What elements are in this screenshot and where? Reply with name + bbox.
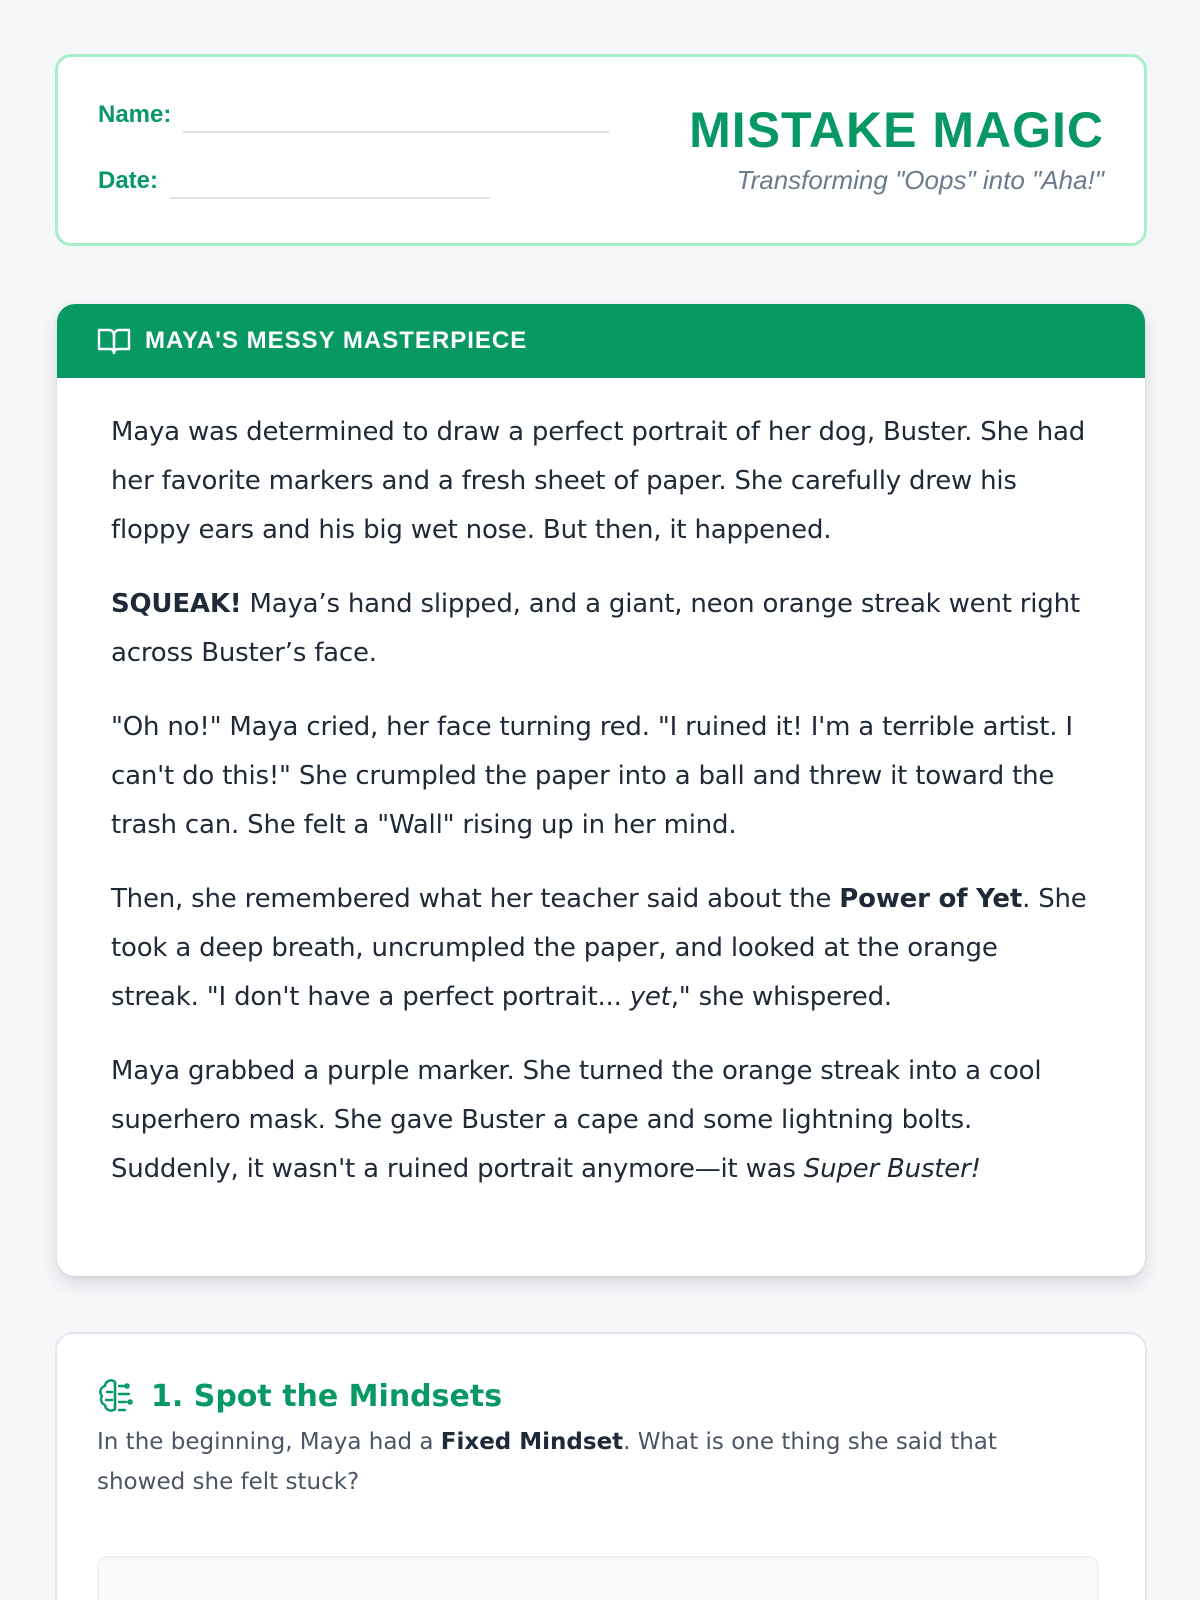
story-paragraph <box>111 875 1093 1022</box>
brain-icon <box>97 1376 137 1416</box>
section-heading <box>97 1376 502 1416</box>
date-label: Date: <box>98 167 159 194</box>
prompt-text: . What is one thing she said that showed she felt stuck? <box>97 1429 997 1495</box>
name-label: Name: <box>98 101 172 128</box>
date-field-row <box>98 167 490 195</box>
prompt-text: In the beginning, Maya had a <box>97 1429 441 1455</box>
section-title: 1. Spot the Mindsets <box>151 1378 503 1414</box>
question-section-1 <box>55 1332 1147 1600</box>
date-input-line[interactable] <box>170 197 490 199</box>
paragraph-text: . She took a deep breath, uncrumpled the paper, and looked at the orange streak. "I don't have a perfect portrait... <box>111 884 1087 1012</box>
paragraph-text: ," she whispered. <box>670 982 892 1012</box>
paragraph-text: Maya grabbed a purple marker. She turned the orange streak into a cool superhero mask. She gave Buster a cape and some lightning bolts. Suddenly, it wasn't a ruined portrait anymore—it was <box>111 1056 1042 1184</box>
story-card <box>57 304 1145 1276</box>
paragraph-text: Maya’s hand slipped, and a giant, neon orange streak went right across Buster’s face. <box>111 589 1080 668</box>
story-paragraph: Maya was determined to draw a perfect portrait of her dog, Buster. She had her favorite markers and a fresh sheet of paper. She carefully drew his floppy ears and his big wet nose. But then, it happened. <box>111 417 1086 545</box>
story-body <box>57 378 1145 1194</box>
worksheet-header <box>55 54 1147 246</box>
story-paragraph: "Oh no!" Maya cried, her face turning red. "I ruined it! I'm a terrible artist. I can't do this!" She crumpled the paper into a ball and threw it toward the trash can. She felt a "Wall" rising up in her mind. <box>111 712 1073 840</box>
story-title: MAYA'S MESSY MASTERPIECE <box>145 327 528 354</box>
story-paragraph <box>111 580 1093 678</box>
worksheet-title: MISTAKE MAGIC <box>689 102 1104 158</box>
worksheet-subtitle: Transforming "Oops" into "Aha!" <box>736 165 1104 195</box>
answer-box[interactable] <box>97 1556 1099 1600</box>
question-prompt <box>97 1422 1077 1502</box>
italic-text: Super Buster! <box>803 1154 981 1184</box>
emphasis-text: Fixed Mindset <box>440 1429 624 1455</box>
italic-text: yet <box>629 982 671 1012</box>
name-field-row <box>98 101 609 129</box>
paragraph-text: Then, she remembered what her teacher said about the <box>111 884 840 914</box>
story-paragraph <box>111 1047 1093 1194</box>
book-icon <box>97 326 131 356</box>
emphasis-text: Power of Yet <box>839 884 1023 914</box>
name-input-line[interactable] <box>183 131 609 133</box>
emphasis-text: SQUEAK! <box>111 589 242 619</box>
story-header <box>57 304 1145 378</box>
